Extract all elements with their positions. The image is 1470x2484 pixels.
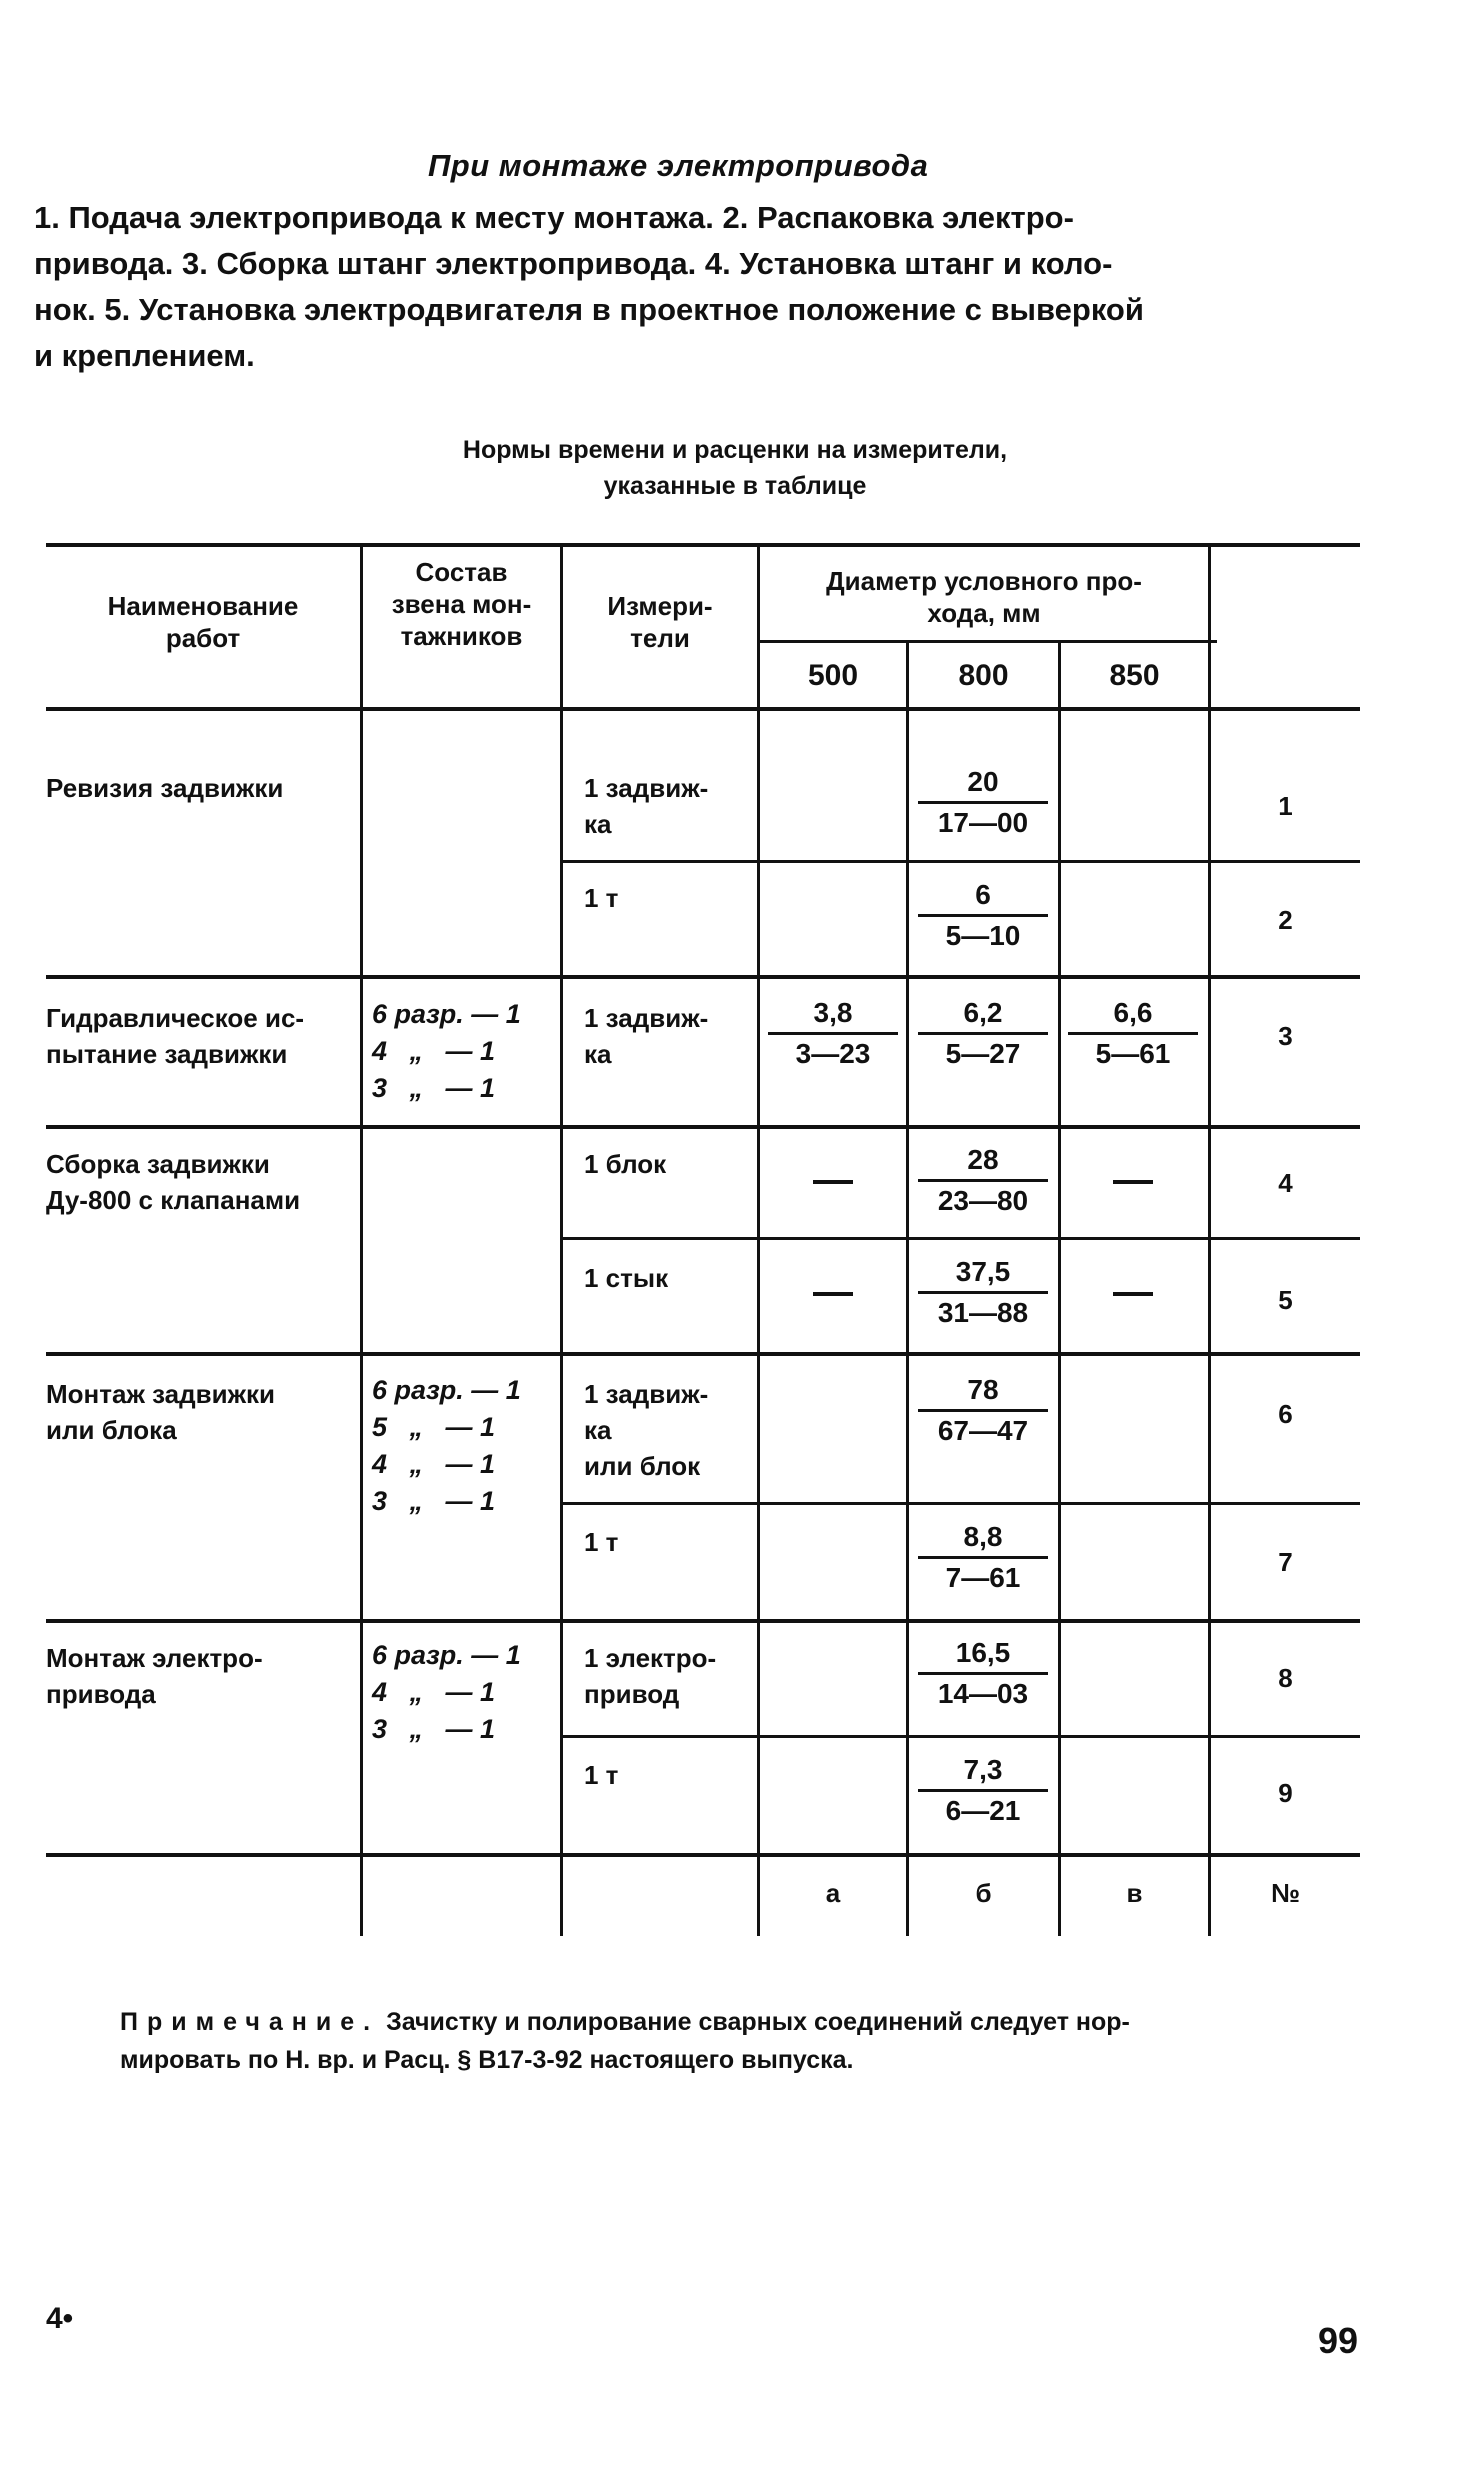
value-r3-500 [768,996,898,1071]
work-mount-valve [46,1376,360,1448]
header-d500: 500 [807,659,859,692]
column-rule [757,543,760,1936]
value-r2-800 [918,878,1048,953]
value-denominator: 5—61 [1095,1038,1171,1069]
value-denominator: 6—21 [945,1795,1021,1826]
intro-line: привода. 3. Сборка штанг электропривода. 4. Установка штанг и коло- [34,246,1113,281]
unit-row-1 [584,770,754,842]
value-denominator: 14—03 [937,1678,1029,1709]
table-top-rule [46,543,1360,547]
value-denominator: 3—23 [795,1038,871,1069]
fraction-bar [918,1789,1048,1792]
unit-text: 1 задвиж- [584,1003,709,1033]
header-text: тажников [400,621,523,651]
page-number: 99 [1318,2320,1359,2361]
unit-text: ка [584,1039,612,1069]
crew-mount-drive: 6 разр. — 1 4 „ — 1 3 „ — 1 [372,1640,521,1744]
empty-value-dash [1113,1292,1153,1296]
header-text: звена мон- [391,589,532,619]
value-numerator: 28 [967,1144,999,1175]
row-number: 8 [1278,1663,1293,1693]
value-r9-800 [918,1753,1048,1828]
table-caption [0,432,1470,504]
row-rule [560,1735,1360,1738]
signature-mark: 4• [46,2302,74,2335]
column-rule [560,543,563,1936]
table-bottom-rule [46,1853,1360,1857]
intro-line: 1. Подача электропривода к месту монтажа. 2. Распаковка электро- [34,200,1074,235]
row-rule [46,1352,1360,1356]
work-text: или блока [46,1415,177,1445]
value-numerator: 16,5 [955,1637,1011,1668]
fraction-bar [918,914,1048,917]
work-assembly [46,1146,360,1218]
header-text: Измери- [607,591,713,621]
unit-text: 1 задвиж- [584,773,709,803]
column-letter: б [975,1878,992,1908]
value-numerator: 8,8 [963,1521,1003,1552]
header-units [563,590,757,654]
header-diameter [760,565,1208,629]
work-text: Монтаж задвижки [46,1379,276,1409]
fraction-bar [918,1032,1048,1035]
work-text: Сборка задвижки [46,1149,270,1179]
column-rule [906,640,909,1936]
value-numerator: 37,5 [955,1256,1011,1287]
unit-text: ка [584,1415,612,1445]
work-text: Монтаж электро- [46,1643,263,1673]
unit-text: или блок [584,1451,701,1481]
unit-row-6 [584,1376,754,1484]
work-text: Ду-800 с клапанами [46,1185,301,1215]
unit-row-4: 1 блок [584,1149,667,1179]
work-text: Гидравлическое ис- [46,1003,305,1033]
value-numerator: 78 [967,1374,999,1405]
value-r6-800 [918,1373,1048,1448]
value-denominator: 31—88 [937,1297,1029,1328]
value-denominator: 7—61 [945,1562,1021,1593]
table-caption-line: Нормы времени и расценки на измерители, [462,436,1008,464]
value-denominator: 5—27 [945,1038,1021,1069]
header-text: Состав [415,557,508,587]
intro-line: нок. 5. Установка электродвигателя в проектное положение с выверкой [34,292,1144,327]
value-r3-800 [918,996,1048,1071]
row-rule [560,1237,1360,1240]
row-rule [46,1125,1360,1129]
intro-paragraph [34,195,1354,379]
value-r4-800 [918,1143,1048,1218]
value-r7-800 [918,1520,1048,1595]
empty-value-dash [1113,1180,1153,1184]
column-letter: а [825,1878,841,1908]
unit-row-2: 1 т [584,883,619,913]
section-title: При монтаже электропривода [428,148,929,183]
work-text: привода [46,1679,156,1709]
row-number: 1 [1278,791,1293,821]
row-rule [560,860,1360,863]
value-r1-800 [918,765,1048,840]
intro-line: и креплением. [34,338,255,373]
row-number: 4 [1278,1168,1293,1198]
column-rule [1208,543,1211,1936]
work-mount-drive [46,1640,360,1712]
value-r5-800 [918,1255,1048,1330]
header-text: тели [630,623,690,653]
table-note [120,2003,1360,2079]
value-r3-850 [1068,996,1198,1071]
header-crew [363,556,560,652]
row-number: 2 [1278,905,1293,935]
unit-text: ка [584,809,612,839]
value-denominator: 17—00 [937,807,1029,838]
header-d800: 800 [958,659,1009,692]
unit-row-7: 1 т [584,1527,619,1557]
header-text: Наименование [107,591,299,621]
fraction-bar [768,1032,898,1035]
fraction-bar [918,801,1048,804]
column-letter: в [1126,1878,1143,1908]
unit-text: 1 задвиж- [584,1379,709,1409]
header-bottom-rule [46,707,1360,711]
row-number: 5 [1278,1285,1293,1315]
empty-value-dash [813,1292,853,1296]
header-d850: 850 [1109,659,1160,692]
unit-row-8 [584,1640,754,1712]
value-denominator: 5—10 [945,920,1021,951]
value-numerator: 7,3 [963,1754,1003,1785]
fraction-bar [918,1179,1048,1182]
fraction-bar [1068,1032,1198,1035]
fraction-bar [918,1672,1048,1675]
value-numerator: 3,8 [813,997,853,1028]
header-text: работ [165,623,241,653]
value-numerator: 6 [975,879,991,910]
work-hydraulic [46,1000,360,1072]
work-revision: Ревизия задвижки [46,773,284,803]
unit-row-9: 1 т [584,1760,619,1790]
value-numerator: 6,2 [963,997,1003,1028]
note-label: Примечание. [120,2008,380,2036]
row-rule [560,1502,1360,1505]
column-rule [360,543,363,1936]
value-numerator: 20 [967,766,999,797]
note-text: Зачистку и полирование сварных соединений следует нор- [379,2008,1130,2036]
empty-value-dash [813,1180,853,1184]
row-number: 6 [1278,1399,1293,1429]
column-rule [1058,640,1061,1936]
unit-row-5: 1 стык [584,1263,669,1293]
row-number: 7 [1278,1547,1293,1577]
note-text: мировать по Н. вр. и Расц. § В17-3-92 настоящего выпуска. [120,2046,854,2074]
row-number: 3 [1278,1021,1293,1051]
value-denominator: 67—47 [937,1415,1029,1446]
fraction-bar [918,1409,1048,1412]
header-text: хода, мм [927,598,1041,628]
crew-hydraulic: 6 разр. — 1 4 „ — 1 3 „ — 1 [372,999,521,1103]
unit-row-3 [584,1000,754,1072]
header-text: Диаметр условного про- [826,566,1142,596]
row-rule [46,975,1360,979]
work-text: пытание задвижки [46,1039,288,1069]
unit-text: 1 электро- [584,1643,717,1673]
table-caption-line: указанные в таблице [603,472,867,500]
value-numerator: 6,6 [1113,997,1153,1028]
header-work-name [46,590,360,654]
value-denominator: 23—80 [937,1185,1029,1216]
fraction-bar [918,1291,1048,1294]
unit-text: привод [584,1679,680,1709]
column-letter: № [1271,1878,1300,1908]
row-rule [46,1619,1360,1623]
row-number: 9 [1278,1778,1293,1808]
fraction-bar [918,1556,1048,1559]
crew-mount-valve: 6 разр. — 1 5 „ — 1 4 „ — 1 3 „ — 1 [372,1375,521,1516]
diameter-subheader-rule [757,640,1217,643]
value-r8-800 [918,1636,1048,1711]
